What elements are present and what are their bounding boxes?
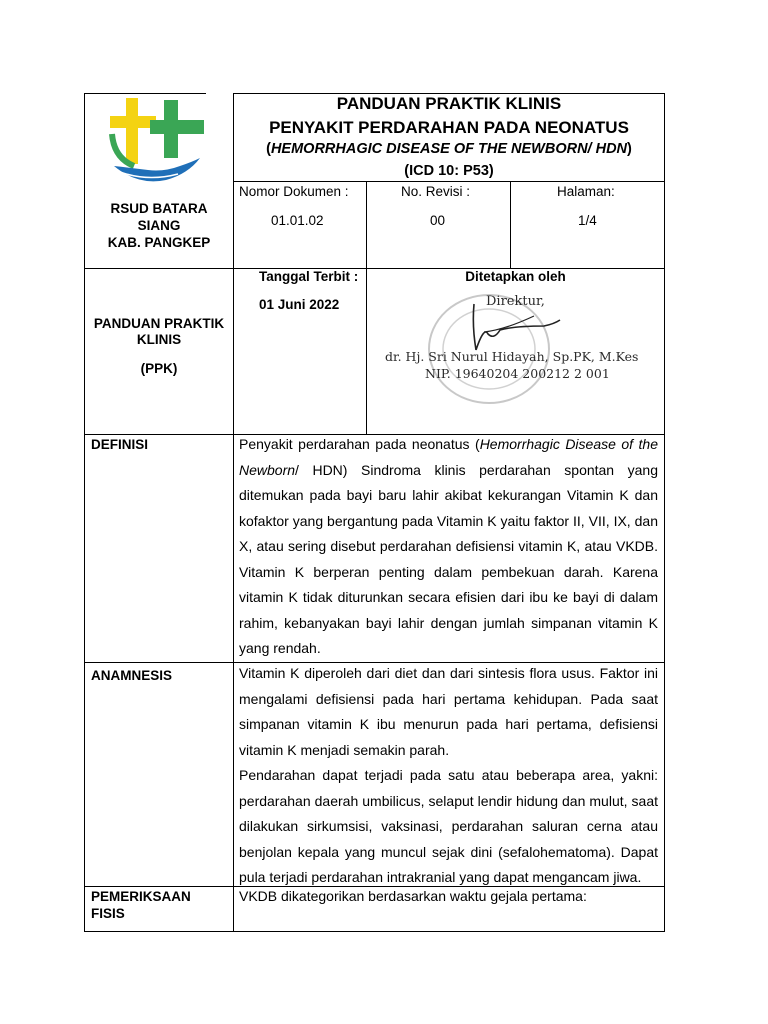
icd-code: (ICD 10: P53)	[404, 163, 494, 179]
anamnesis-text-1: Vitamin K diperoleh dari diet dan dari sintesis flora usus. Faktor ini mengalami defisiensi pada hari pertama kehidupan. Pada saat simpanan vitamin K ibu menurun pada hari pertama, defisiensi vitamin K menjadi semakin parah.	[239, 665, 658, 758]
title-italic: HEMORRHAGIC DISEASE OF THE NEWBORN/ HDN	[270, 141, 628, 157]
issue-date-label: Tanggal Terbit :	[259, 269, 359, 284]
hospital-logo-icon	[108, 96, 208, 188]
hospital-name-line2: SIANG	[137, 218, 181, 233]
ppk-label-line2: KLINIS	[136, 332, 182, 347]
approved-by-label: Ditetapkan oleh	[465, 269, 566, 284]
document-english-title	[234, 141, 664, 157]
page-label: Halaman:	[557, 184, 615, 199]
director-signature-stamp	[382, 290, 652, 410]
signature-title: Direktur,	[486, 294, 545, 309]
logo-green-cross-h	[150, 120, 204, 134]
ppk-label-line3: (PPK)	[140, 361, 178, 376]
logo-yellow-cross-v	[126, 98, 138, 164]
logo-yellow-cross-h	[110, 116, 156, 128]
title-paren-close: )	[627, 141, 632, 157]
table-border-right	[664, 93, 665, 931]
definisi-label: DEFINISI	[91, 437, 149, 452]
table-col-meta-1	[366, 181, 367, 435]
signature-nip: NIP. 19640204 200212 2 001	[425, 366, 610, 381]
revision-label: No. Revisi :	[401, 184, 471, 199]
title-paren-open: (	[266, 141, 271, 157]
anamnesis-label: ANAMNESIS	[91, 668, 173, 683]
table-border-top-left	[84, 93, 206, 94]
revision-value: 00	[430, 213, 446, 228]
hospital-name-line3: KAB. PANGKEP	[107, 235, 211, 250]
document-title: PANDUAN PRAKTIK KLINIS	[336, 94, 562, 113]
ppk-label-line1: PANDUAN PRAKTIK	[93, 316, 225, 331]
pemeriksaan-label-line2: FISIS	[91, 906, 125, 921]
definisi-italic-term: Hemorrhagic Disease of the Newborn	[239, 436, 659, 478]
hospital-name-line1: RSUD BATARA	[110, 201, 208, 216]
table-line-meta-top	[233, 181, 665, 182]
doc-number-label: Nomor Dokumen :	[239, 184, 349, 199]
table-col-meta-2	[510, 181, 511, 268]
issue-date-value: 01 Juni 2022	[259, 297, 340, 312]
doc-number-value: 01.01.02	[271, 213, 324, 228]
definisi-text-start: Penyakit perdarahan pada neonatus (	[239, 436, 480, 452]
document-subtitle: PENYAKIT PERDARAHAN PADA NEONATUS	[269, 118, 629, 137]
table-column-divider	[233, 93, 234, 931]
pemeriksaan-text: VKDB dikategorikan berdasarkan waktu gejala pertama:	[239, 888, 587, 904]
pemeriksaan-label-line1: PEMERIKSAAN	[91, 889, 191, 904]
table-border-bottom	[84, 931, 665, 932]
page-value: 1/4	[578, 213, 597, 228]
definisi-text-rest: / HDN) Sindroma klinis perdarahan spontan yang ditemukan pada bayi baru lahir akibat kekurangan Vitamin K dan kofaktor yang bergantung pada Vitamin K yaitu faktor II, VII, IX, dan X, atau sering disebut perdarahan defisiensi vitamin K, atau VKDB. Vitamin K berperan penting dalam pembekuan darah. Karena vitamin K tidak diturunkan secara efisien dari ibu ke bayi di dalam rahim, kebanyakan bayi lahir dengan jumlah simpanan vitamin K yang rendah.	[239, 461, 658, 656]
signature-name: dr. Hj. Sri Nurul Hidayah, Sp.PK, M.Kes	[385, 349, 639, 364]
anamnesis-text-2: Pendarahan dapat terjadi pada satu atau beberapa area, yakni: perdarahan daerah umbilicus, selaput lendir hidung dan mulut, saat dilakukan sirkumsisi, vaksinasi, perdarahan saluran cerna atau benjolan kepala yang muncul sejak dini (sefalohematoma). Dapat pula terjadi perdarahan intrakranial yang dapat mengancam jiwa.	[239, 767, 658, 885]
definisi-text	[239, 432, 658, 662]
